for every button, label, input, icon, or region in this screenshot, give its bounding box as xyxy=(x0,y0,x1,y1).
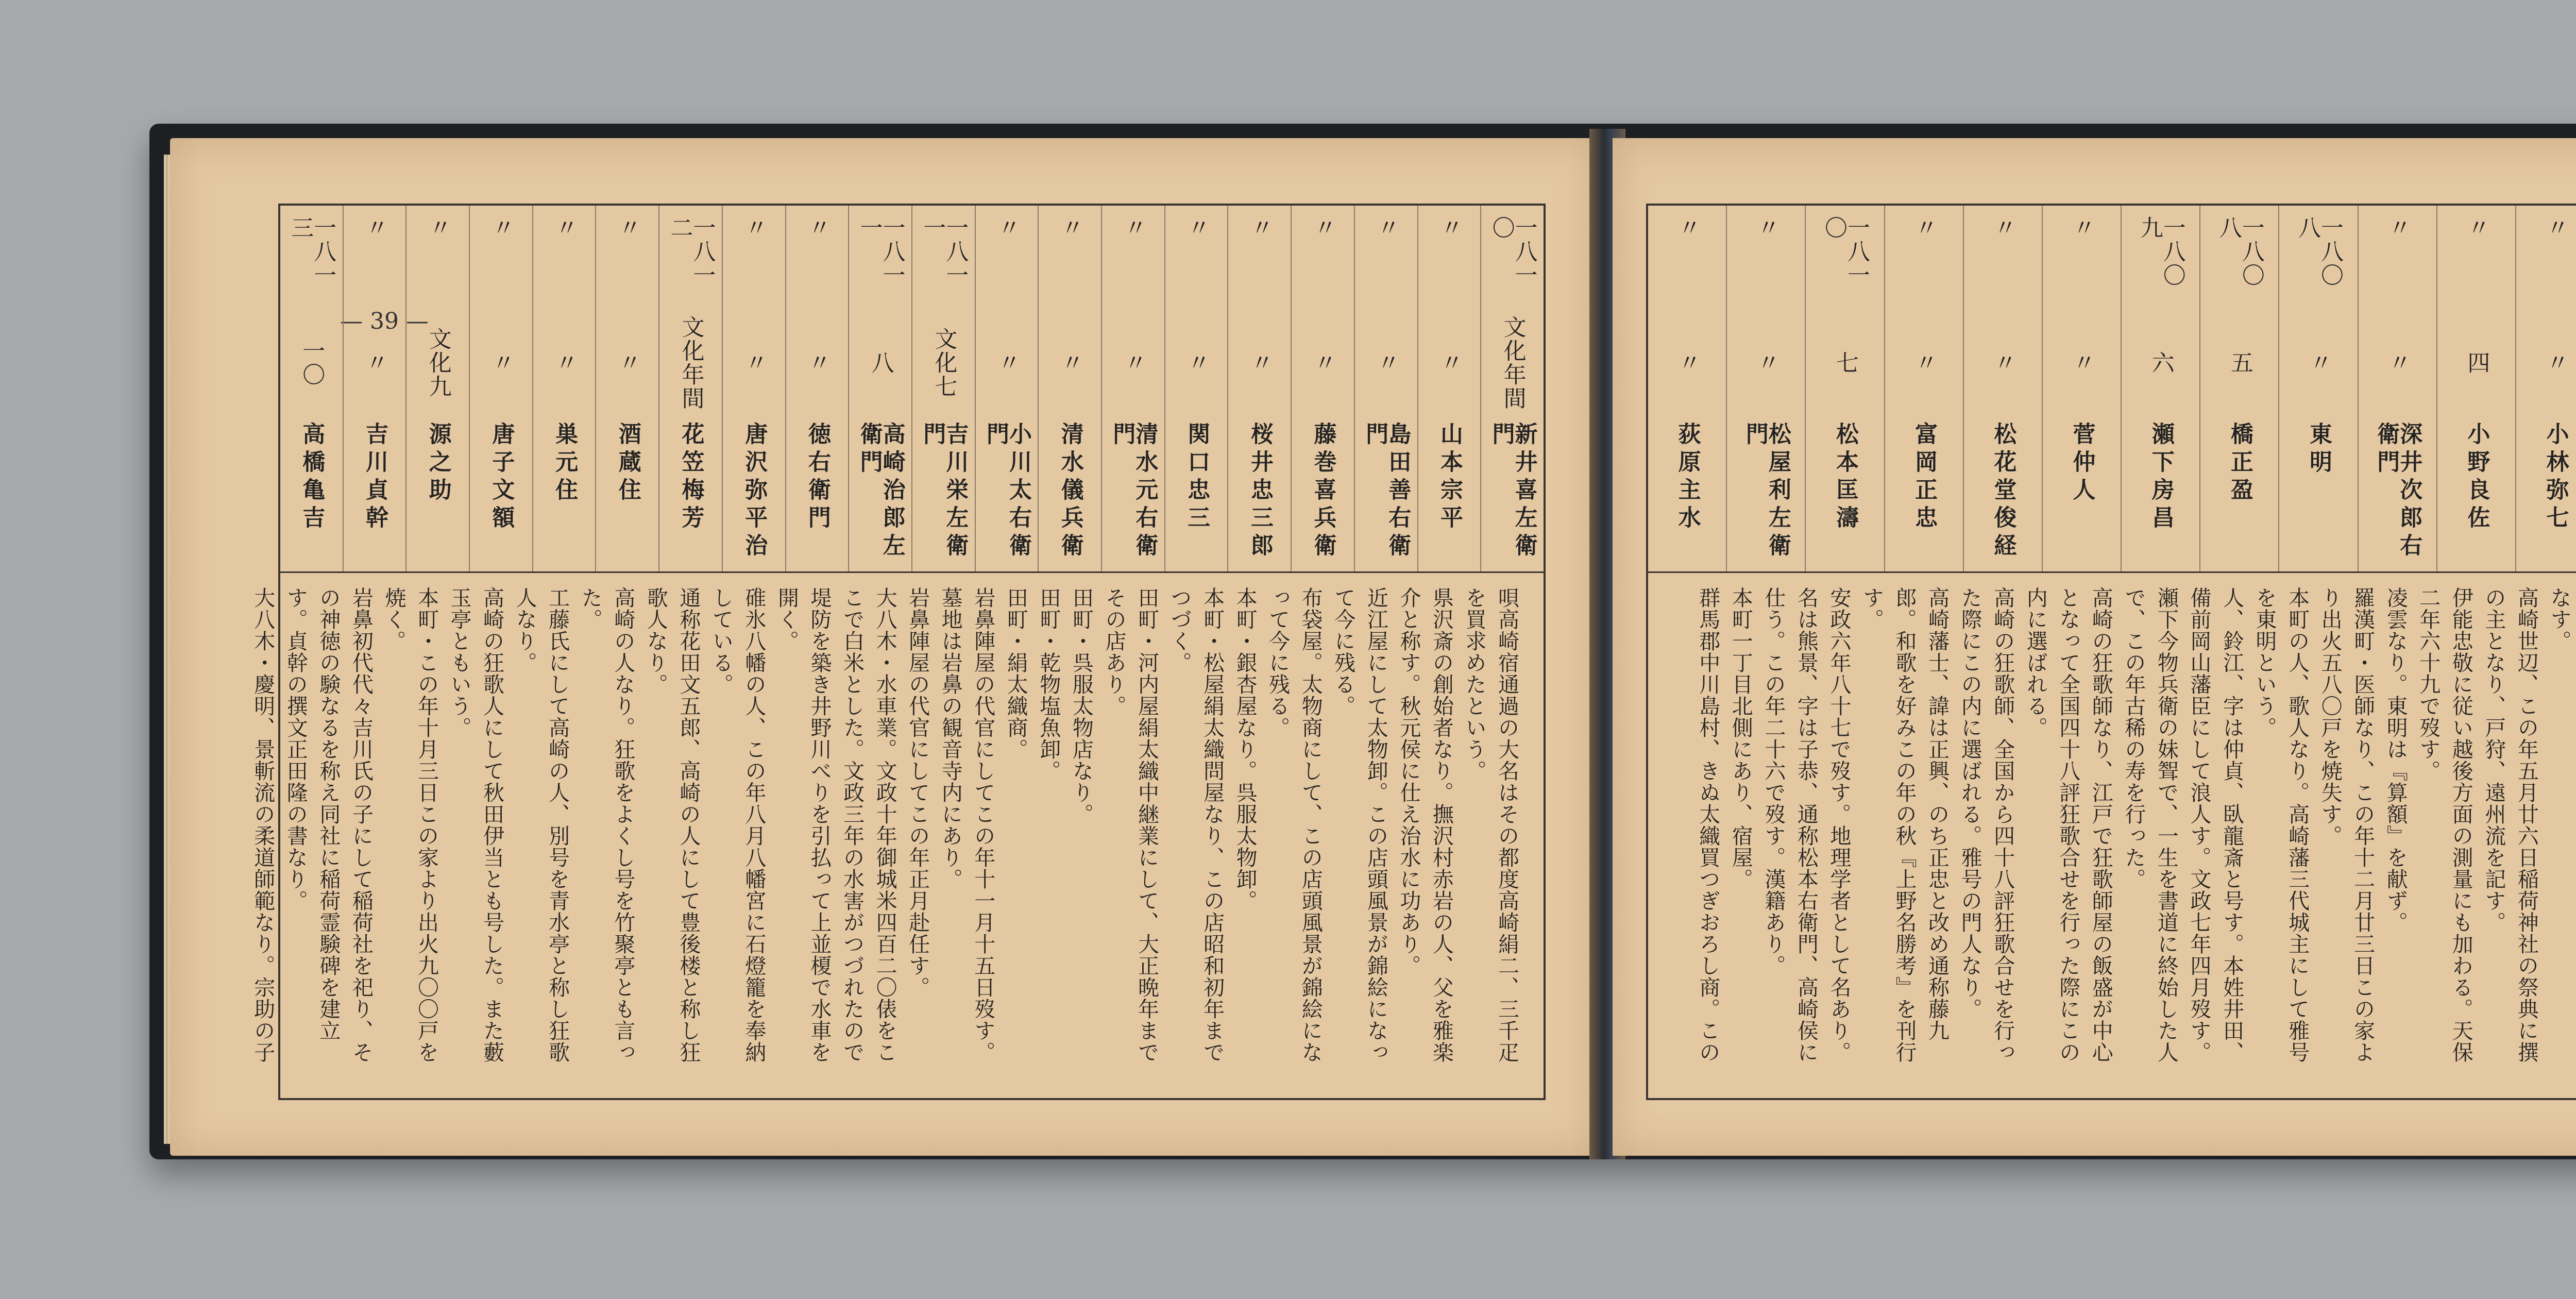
entry-era: 〃 xyxy=(741,351,768,375)
body-paragraph: 近江屋にして太物卸。この店頭風景が錦絵になって今に残る。 xyxy=(1331,587,1388,1063)
entry-era: 〃 xyxy=(1120,351,1147,375)
entry-name: 荻原主水 xyxy=(1674,422,1701,533)
body-paragraph: 布袋屋。太物商にして、この店頭風景が錦絵になって今に残る。 xyxy=(1265,587,1323,1063)
body-paragraph: 伊能忠敬に従い越後方面の測量にも加わる。天保二年六十九で歿す。 xyxy=(2416,587,2473,1063)
entry-column xyxy=(1417,206,1481,571)
body-paragraph: 高崎藩士、諱は正興、のち正忠と改め通称藤九郎。和歌を好みこの年の秋『上野名勝考』を刊行す。 xyxy=(1859,587,1950,1063)
body-paragraph: 高崎の狂歌人にして秋田伊当とも号した。また藪玉亭ともいう。 xyxy=(447,587,505,1063)
entry-name: 新井喜左衛門 xyxy=(1488,422,1537,561)
entry-era: 〃 xyxy=(1674,351,1701,375)
entry-era: 〃 xyxy=(614,351,641,375)
entry-year: 一八一〇 xyxy=(1488,216,1537,287)
entry-year: 一八〇八 xyxy=(2215,216,2264,287)
entry-year: 一八〇九 xyxy=(2136,216,2185,287)
entry-column xyxy=(280,206,343,571)
body-paragraph: 羅漢町・医師なり、この年十二月廿三日この家より出火五八〇戸を焼失す。 xyxy=(2317,587,2376,1063)
body-paragraph: 唄高崎宿通過の大名はその都度高崎絹二、三千疋を買求めたという。 xyxy=(1462,587,1519,1063)
entry-name: 菅仲人 xyxy=(2069,422,2095,505)
entry-column xyxy=(2515,206,2576,571)
body-paragraph: 田町・呉服太物店なり。 xyxy=(1069,587,1094,825)
entry-name: 小野良佐 xyxy=(2463,422,2490,533)
entry-era: 〃 xyxy=(1183,351,1210,375)
entry-year: 〃 xyxy=(1183,216,1210,240)
body-paragraph: 高崎の狂歌師なり、江戸で狂歌師屋の飯盛が中心となって全国四十八評狂歌合せを行った際にこの内に選ばれる。 xyxy=(2023,587,2113,1063)
body-paragraph: 名は熊景、字は子恭、通称松本右衛門、高崎侯に仕う。この年二十六で歿す。漢籍あり。 xyxy=(1761,587,1819,1063)
entry-year: 〃 xyxy=(614,216,641,240)
entry-year: 〃 xyxy=(1674,216,1701,240)
left-page xyxy=(170,138,1597,1156)
entry-era: 〃 xyxy=(1246,351,1273,375)
entry-year: 〃 xyxy=(1990,216,2016,240)
entry-year: 〃 xyxy=(2384,216,2411,240)
entry-era: 〃 xyxy=(1373,351,1400,375)
right-entry-table xyxy=(1648,206,2576,573)
entry-era: 文化年間 xyxy=(677,315,704,410)
entry-era: 〃 xyxy=(361,351,388,375)
entry-era: 五 xyxy=(2226,351,2253,375)
entry-name: 吉川栄左衛門 xyxy=(919,422,969,561)
entry-year: 〃 xyxy=(1373,216,1400,240)
entry-year: 〃 xyxy=(804,216,831,240)
entry-name: 橋正盈 xyxy=(2226,422,2253,505)
entry-era: 〃 xyxy=(1753,351,1780,375)
entry-column xyxy=(1648,206,1726,571)
left-body-text xyxy=(250,587,1523,1077)
body-paragraph: 工藤氏にして高崎の人、別号を青水亭と称し狂歌人なり。 xyxy=(512,587,570,1063)
body-paragraph: 安政六年八十七で歿す。地理学者として名あり。 xyxy=(1826,587,1852,1063)
entry-name: 唐子文額 xyxy=(488,422,515,533)
entry-year: 〃 xyxy=(361,216,388,240)
entry-column xyxy=(2436,206,2515,571)
entry-era: 文化年間 xyxy=(1499,315,1526,410)
entry-name: 小川太右衛門 xyxy=(982,422,1032,561)
entry-column xyxy=(1480,206,1544,571)
entry-name: 富岡正忠 xyxy=(1911,422,1938,533)
entry-column xyxy=(911,206,975,571)
entry-column xyxy=(1227,206,1291,571)
entry-name: 徳右衛門 xyxy=(804,422,831,533)
body-paragraph: 通称花田文五郎、高崎の人にして豊後楼と称し狂歌人なり。 xyxy=(643,587,701,1063)
body-paragraph: 岩鼻初代代々吉川氏の子にして稲荷社を祀り、その神徳の験なるを称え同社に稲荷霊験碑を建立す。貞幹の撰文正田隆の書なり。 xyxy=(283,587,374,1063)
entry-column xyxy=(658,206,722,571)
entry-column xyxy=(1884,206,1963,571)
entry-name: 清水儀兵衛 xyxy=(1057,422,1083,561)
body-paragraph: 本町・この年十月三日この家より出火九〇〇戸を焼く。 xyxy=(381,587,439,1063)
entry-name: 藤巻喜兵衛 xyxy=(1310,422,1336,561)
entry-column xyxy=(2358,206,2436,571)
entry-year: 〃 xyxy=(2542,216,2569,240)
body-paragraph: 碓氷八幡の人、この年八月八幡宮に石燈籠を奉納している。 xyxy=(708,587,767,1063)
entry-era: 文化九 xyxy=(425,327,451,398)
right-page xyxy=(1613,138,2576,1156)
entry-column xyxy=(1354,206,1417,571)
entry-name: 吉川貞幹 xyxy=(361,422,388,533)
entry-name: 山本宗平 xyxy=(1436,422,1463,533)
entry-name: 酒蔵住 xyxy=(614,422,641,505)
right-body-text xyxy=(1669,587,2576,1077)
entry-year: 〃 xyxy=(1436,216,1463,240)
entry-era: 〃 xyxy=(2306,351,2332,375)
body-paragraph: 本町・松屋絹太織問屋なり、この店昭和初年までつづく。 xyxy=(1167,587,1225,1063)
body-paragraph: 大八木・水車業。文政十年御城米四百二〇俵をここで白米とした。文政三年の水害がつづれたので堤防を築き井野川べりを引払って上並榎で水車を開く。 xyxy=(774,587,897,1063)
entry-name: 関口忠三 xyxy=(1183,422,1210,533)
body-paragraph: 高崎の狂歌師、全国から四十八評狂歌合せを行った際にこの内に選ばれる。雅号の門人なり。 xyxy=(1957,587,2015,1063)
entry-era: 〃 xyxy=(804,351,831,375)
body-paragraph: 凌雲なり。東明は『算額』を献ず。 xyxy=(2383,587,2408,933)
entry-era: 八 xyxy=(867,351,894,375)
entry-era: 〃 xyxy=(2069,351,2095,375)
entry-era: 七 xyxy=(1832,351,1858,375)
body-paragraph: 本町の人、歌人なり。高崎藩三代城主にして雅号を東明という。 xyxy=(2252,587,2310,1063)
entry-name: 巣元住 xyxy=(551,422,578,505)
left-entry-table xyxy=(280,206,1544,573)
left-table-frame xyxy=(250,204,1546,1100)
entry-column xyxy=(343,206,406,571)
entry-year: 〃 xyxy=(1753,216,1780,240)
entry-column xyxy=(975,206,1038,571)
entry-era: 六 xyxy=(2147,351,2174,375)
right-table-frame xyxy=(1646,204,2576,1100)
body-paragraph: 田町・絹太織商。 xyxy=(1003,587,1028,760)
body-paragraph: 岩鼻陣屋の代官にしてこの年十一月十五日歿す。墓地は岩鼻の観音寺内にあり。 xyxy=(938,587,996,1063)
entry-year: 〃 xyxy=(741,216,768,240)
entry-year: 一八〇八 xyxy=(2294,216,2344,287)
body-paragraph: 田町・乾物塩魚卸。 xyxy=(1036,587,1061,782)
entry-column xyxy=(1164,206,1228,571)
entry-column xyxy=(532,206,596,571)
entry-name: 松屋利左衛門 xyxy=(1741,422,1791,561)
entry-name: 源之助 xyxy=(425,422,451,505)
entry-year: 〃 xyxy=(551,216,578,240)
body-paragraph: 県沢斎の創始者なり。撫沢村赤岩の人、父を雅楽介と称す。秋元侯に仕え治水に功あり。 xyxy=(1396,587,1454,1063)
left-page-number: — 39 — xyxy=(340,308,429,334)
body-paragraph: 高崎の人なり。狂歌をよくし号を竹聚亭とも言った。 xyxy=(578,587,636,1063)
body-paragraph: 岩鼻陣屋の代官にしてこの年正月赴任す。 xyxy=(905,587,930,998)
entry-column xyxy=(848,206,911,571)
body-paragraph: 人、鈴江、字は仲貞、臥龍斎と号す。本姓井田、備前岡山藩臣にして浪人す。文政七年四月歿す。 xyxy=(2187,587,2244,1063)
entry-era: 〃 xyxy=(2542,351,2569,375)
entry-year: 一八一二 xyxy=(666,216,716,287)
entry-era: 四 xyxy=(2463,351,2490,375)
entry-name: 松本匡濤 xyxy=(1832,422,1858,533)
entry-year: 一八一〇 xyxy=(1821,216,1870,287)
entry-era: 文化七 xyxy=(930,327,957,398)
entry-column xyxy=(1038,206,1101,571)
entry-year: 〃 xyxy=(2069,216,2095,240)
entry-year: 〃 xyxy=(2463,216,2490,240)
body-paragraph: なす。 xyxy=(2547,587,2572,652)
entry-name: 清水元右衛門 xyxy=(1109,422,1158,561)
entry-era: 〃 xyxy=(1911,351,1938,375)
entry-column xyxy=(2199,206,2278,571)
entry-column xyxy=(1726,206,1805,571)
entry-era: 〃 xyxy=(1310,351,1336,375)
entry-year: 〃 xyxy=(1310,216,1336,240)
entry-year: 〃 xyxy=(1246,216,1273,240)
entry-year: 〃 xyxy=(1057,216,1083,240)
entry-year: 一八一一 xyxy=(856,216,905,287)
entry-name: 松花堂俊経 xyxy=(1990,422,2016,561)
entry-column xyxy=(1963,206,2042,571)
entry-name: 高橋亀吉 xyxy=(298,422,325,533)
body-paragraph: 本町・銀杏屋なり。呉服太物卸。 xyxy=(1232,587,1258,912)
body-paragraph: 瀬下今物兵衛の妹聟で、一生を書道に終始した人で、この年古稀の寿を行った。 xyxy=(2121,587,2179,1063)
entry-column xyxy=(2121,206,2199,571)
entry-name: 桜井忠三郎 xyxy=(1246,422,1273,561)
entry-name: 深井次郎右衛門 xyxy=(2373,422,2422,561)
entry-column xyxy=(722,206,785,571)
entry-column xyxy=(595,206,658,571)
entry-era: 〃 xyxy=(1057,351,1083,375)
entry-column xyxy=(469,206,532,571)
entry-name: 高崎治郎左衛門 xyxy=(856,422,905,561)
entry-column xyxy=(2042,206,2121,571)
body-paragraph: 大八木・慶明、景斬流の柔道師範なり。宗助の子 xyxy=(250,587,276,1063)
entry-column xyxy=(2278,206,2357,571)
entry-era: 〃 xyxy=(1436,351,1463,375)
entry-name: 東明 xyxy=(2306,422,2332,478)
entry-column xyxy=(785,206,849,571)
entry-column xyxy=(1805,206,1884,571)
entry-year: 〃 xyxy=(1120,216,1147,240)
body-paragraph: 本町一丁目北側にあり、宿屋。 xyxy=(1728,587,1753,890)
entry-column xyxy=(405,206,469,571)
body-paragraph: 群馬郡中川島村、きぬ太織買つぎおろし商。この xyxy=(1696,587,1721,1063)
entry-era: 〃 xyxy=(551,351,578,375)
entry-name: 島田善右衛門 xyxy=(1362,422,1411,561)
entry-era: 〃 xyxy=(994,351,1021,375)
entry-name: 花笠梅芳 xyxy=(677,422,704,533)
entry-era: 〃 xyxy=(1990,351,2016,375)
entry-year: 一八一一 xyxy=(919,216,969,287)
entry-year: 〃 xyxy=(425,216,451,240)
entry-name: 瀬下房昌 xyxy=(2147,422,2174,533)
entry-year: 〃 xyxy=(994,216,1021,240)
entry-year: 〃 xyxy=(488,216,515,240)
body-paragraph: 田町・河内屋絹太織中継業にして、大正晩年までその店あり。 xyxy=(1101,587,1159,1063)
entry-era: 〃 xyxy=(488,351,515,375)
entry-name: 小林弥七 xyxy=(2542,422,2569,533)
body-paragraph: 高崎世辺、この年五月廿六日稲荷神社の祭典に撰の主となり、戸狩、遠州流を記す。 xyxy=(2481,587,2539,1063)
entry-name: 唐沢弥平治 xyxy=(741,422,768,561)
entry-era: 一〇 xyxy=(298,339,325,386)
entry-year: 一八一三 xyxy=(287,216,336,287)
entry-column xyxy=(1291,206,1354,571)
entry-era: 〃 xyxy=(2384,351,2411,375)
entry-year: 〃 xyxy=(1911,216,1938,240)
entry-column xyxy=(1101,206,1164,571)
